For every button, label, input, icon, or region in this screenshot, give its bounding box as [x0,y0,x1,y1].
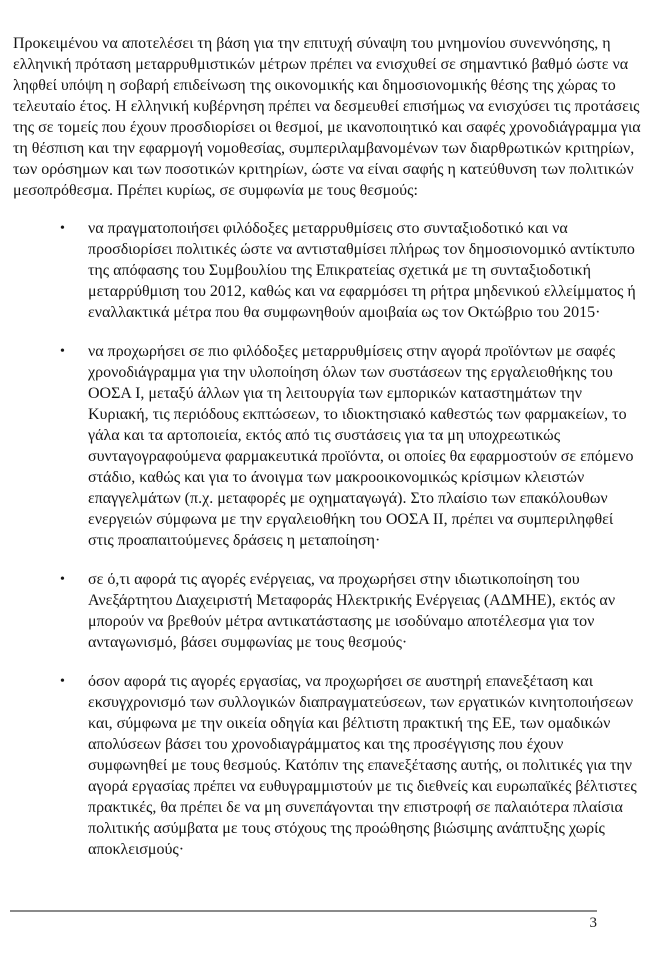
bullet-list [13,218,642,860]
bullet-icon: • [60,344,65,359]
bullet-icon: • [60,572,65,587]
list-item-text: όσον αφορά τις αγορές εργασίας, να προχωρήσει σε αυστηρή επανεξέταση και εκσυγχρονισμό των συλλογικών διαπραγματεύσεων, των εργατικών κινητοποιήσεων και, σύμφωνα με την οικεία οδηγία και βέλτιστη πρακτική της ΕΕ, των ομαδικών απολύσεων βάσει του χρονοδιαγράμματος και της προσέγγισης που έχουν συμφωνηθεί με τους θεσμούς. Κατόπιν της επανεξέτασης αυτής, οι πολιτικές για την αγορά εργασίας πρέπει να ευθυγραμμιστούν με τις διεθνείς και ευρωπαϊκές βέλτιστες πρακτικές, θα πρέπει δε να μη συνεπάγονται την επιστροφή σε παλαιότερα πλαίσια πολιτικής ασύμβατα με τους στόχους της προώθησης βιώσιμης ανάπτυξης χωρίς αποκλεισμούς· [88,673,637,858]
list-item-text: σε ό,τι αφορά τις αγορές ενέργειας, να προχωρήσει στην ιδιωτικοποίηση του Ανεξάρτητου Διαχειριστή Μεταφοράς Ηλεκτρικής Ενέργειας (ΑΔΜΗΕ), εκτός αν μπορούν να βρεθούν μέτρα αντικατάστασης με ισοδύναμο αποτέλεσμα για τον ανταγωνισμό, βάσει συμφωνίας με τους θεσμούς· [88,571,616,651]
footer-divider [10,910,597,912]
list-item [13,569,642,653]
document-body [13,33,642,878]
list-item-text: να πραγματοποιήσει φιλόδοξες μεταρρυθμίσεις στο συνταξιοδοτικό και να προσδιορίσει πολιτικές ώστε να αντισταθμίσει πλήρως τον δημοσιονομικό αντίκτυπο της απόφασης του Συμβουλίου της Επικρατείας σχετικά με τη συνταξιοδοτική μεταρρύθμιση του 2012, καθώς και να εφαρμόσει τη ρήτρα μηδενικού ελλείμματος ή εναλλακτικά μέτρα που θα συμφωνηθούν αμοιβαία ως τον Οκτώβριο του 2015· [88,220,636,321]
list-item-text: να προχωρήσει σε πιο φιλόδοξες μεταρρυθμίσεις στην αγορά προϊόντων με σαφές χρονοδιάγραμμα για την υλοποίηση όλων των συστάσεων της εργαλειοθήκης του ΟΟΣΑ Ι, μεταξύ άλλων για τη λειτουργία των εμπορικών καταστημάτων την Κυριακή, τις περιόδους εκπτώσεων, το ιδιοκτησιακό καθεστώς των φαρμακείων, το γάλα και τα αρτοποιεία, εκτός από τις συστάσεις για τα μη υποχρεωτικώς συνταγογραφούμενα φαρμακευτικά προϊόντα, οι οποίες θα εφαρμοστούν σε επόμενο στάδιο, καθώς και για το άνοιγμα των μακροοικονομικώς κρίσιμων κλειστών επαγγελμάτων (π.χ. μεταφορές με οχηματαγωγά). Στο πλαίσιο των επακόλουθων ενεργειών σύμφωνα με την εργαλειοθήκη του ΟΟΣΑ ΙΙ, πρέπει να συμπεριληφθεί στις προαπαιτούμενες δράσεις η μεταποίηση· [88,343,634,549]
list-item [13,218,642,323]
intro-paragraph: Προκειμένου να αποτελέσει τη βάση για την επιτυχή σύναψη του μνημονίου συνεννόησης, η ελληνική πρόταση μεταρρυθμιστικών μέτρων πρέπει να ενισχυθεί σε σημαντικό βαθμό ώστε να ληφθεί υπόψη η σοβαρή επιδείνωση της οικονομικής και δημοσιονομικής θέσης της χώρας το τελευταίο έτος. Η ελληνική κυβέρνηση πρέπει να δεσμευθεί επισήμως να ενισχύσει τις προτάσεις της σε τομείς που έχουν προσδιορίσει οι θεσμοί, με ικανοποιητικό και σαφές χρονοδιάγραμμα για τη θέσπιση και την εφαρμογή νομοθεσίας, συμπεριλαμβανομένων των διαρθρωτικών κριτηρίων, των ορόσημων και των ποσοτικών κριτηρίων, ώστε να είναι σαφής η κατεύθυνση των πολιτικών μεσοπρόθεσμα. Πρέπει κυρίως, σε συμφωνία με τους θεσμούς: [13,35,641,199]
list-item [13,671,642,860]
list-item [13,341,642,551]
bullet-icon: • [60,221,65,236]
bullet-icon: • [60,674,65,689]
page-number: 3 [589,915,597,931]
